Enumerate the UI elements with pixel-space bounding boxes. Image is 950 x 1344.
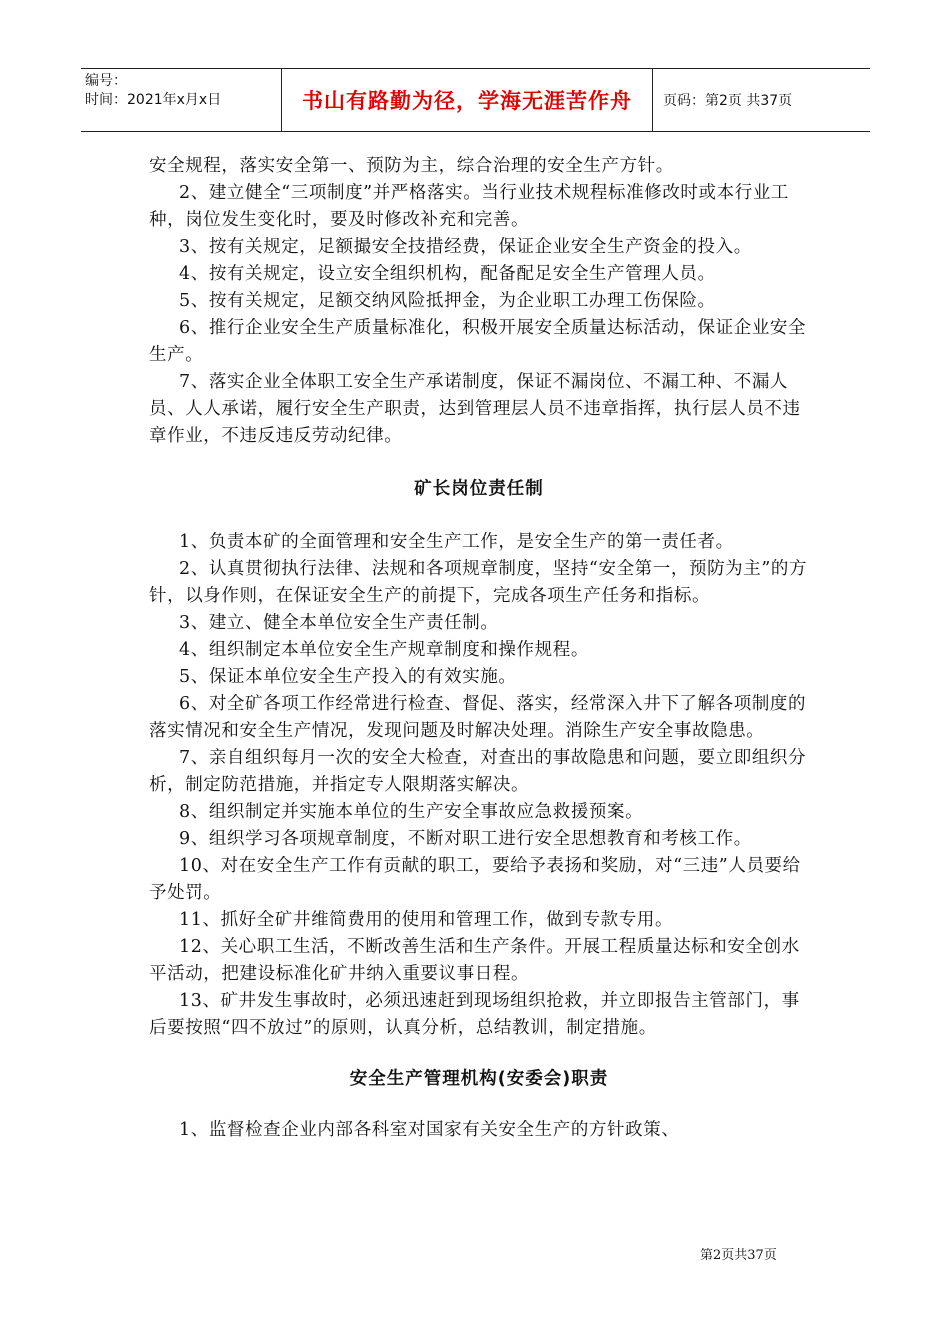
list-item: 11、抓好全矿井维简费用的使用和管理工作，做到专款专用。 (179, 910, 674, 930)
list-item: 13、矿井发生事故时，必须迅速赶到现场组织抢救，并立即报告主管部门，事后要按照“四不放过”的原则，认真分析，总结教训，制定措施。 (149, 991, 800, 1038)
list-item: 7、亲自组织每月一次的安全大检查，对查出的事故隐患和问题，要立即组织分析，制定防范措施，并指定专人限期落实解决。 (149, 748, 807, 795)
document-date: 时间：2021年x月x日 (85, 92, 222, 108)
paragraph: 7、落实企业全体职工安全生产承诺制度，保证不漏岗位、不漏工种、不漏人员、人人承诺，履行安全生产职责，达到管理层人员不违章指挥，执行层人员不违章作业，不违反违反劳动纪律。 (149, 372, 801, 446)
list-item: 4、组织制定本单位安全生产规章制度和操作规程。 (179, 640, 589, 660)
section-heading-mine-director: 矿长岗位责任制 (414, 479, 544, 499)
paragraph: 3、按有关规定，足额撮安全技措经费，保证企业安全生产资金的投入。 (179, 237, 752, 257)
header-meta (81, 69, 282, 131)
paragraph: 6、推行企业安全生产质量标准化，积极开展安全质量达标活动，保证企业安全生产。 (149, 318, 807, 365)
document-body (149, 153, 809, 1144)
paragraph: 安全规程，落实安全第一、预防为主，综合治理的安全生产方针。 (149, 156, 674, 176)
section-heading-safety-committee: 安全生产管理机构(安委会)职责 (349, 1069, 609, 1089)
list-item: 6、对全矿各项工作经常进行检查、督促、落实，经常深入井下了解各项制度的落实情况和安全生产情况，发现问题及时解决处理。消除生产安全事故隐患。 (149, 694, 807, 741)
list-item: 12、关心职工生活，不断改善生活和生产条件。开展工程质量达标和安全创水平活动，把建设标准化矿井纳入重要议事日程。 (149, 937, 800, 984)
list-item: 8、组织制定并实施本单位的生产安全事故应急救援预案。 (179, 802, 644, 822)
paragraph: 5、按有关规定，足额交纳风险抵押金，为企业职工办理工伤保险。 (179, 291, 716, 311)
list-item: 1、负责本矿的全面管理和安全生产工作，是安全生产的第一责任者。 (179, 532, 734, 552)
page-header (81, 68, 870, 132)
paragraph: 4、按有关规定，设立安全组织机构，配备配足安全生产管理人员。 (179, 264, 716, 284)
list-item: 5、保证本单位安全生产投入的有效实施。 (179, 667, 517, 687)
header-motto: 书山有路勤为径，学海无涯苦作舟 (282, 69, 653, 131)
list-item: 2、认真贯彻执行法律、法规和各项规章制度，坚持“安全第一，预防为主”的方针，以身作则，在保证安全生产的前提下，完成各项生产任务和指标。 (149, 559, 808, 606)
page-footer: 第2页共37页 (700, 1248, 777, 1263)
document-number: 编号： (85, 73, 127, 89)
list-item: 9、组织学习各项规章制度，不断对职工进行安全思想教育和考核工作。 (179, 829, 752, 849)
list-item: 3、建立、健全本单位安全生产责任制。 (179, 613, 499, 633)
header-page-number: 页码：第2页 共37页 (663, 93, 793, 109)
list-item: 1、监督检查企业内部各科室对国家有关安全生产的方针政策、 (179, 1120, 680, 1140)
list-item: 10、对在安全生产工作有贡献的职工，要给予表扬和奖励，对“三违”人员要给予处罚。 (149, 856, 801, 903)
paragraph: 2、建立健全“三项制度”并严格落实。当行业技术规程标准修改时或本行业工种，岗位发生变化时，要及时修改补充和完善。 (149, 183, 790, 230)
